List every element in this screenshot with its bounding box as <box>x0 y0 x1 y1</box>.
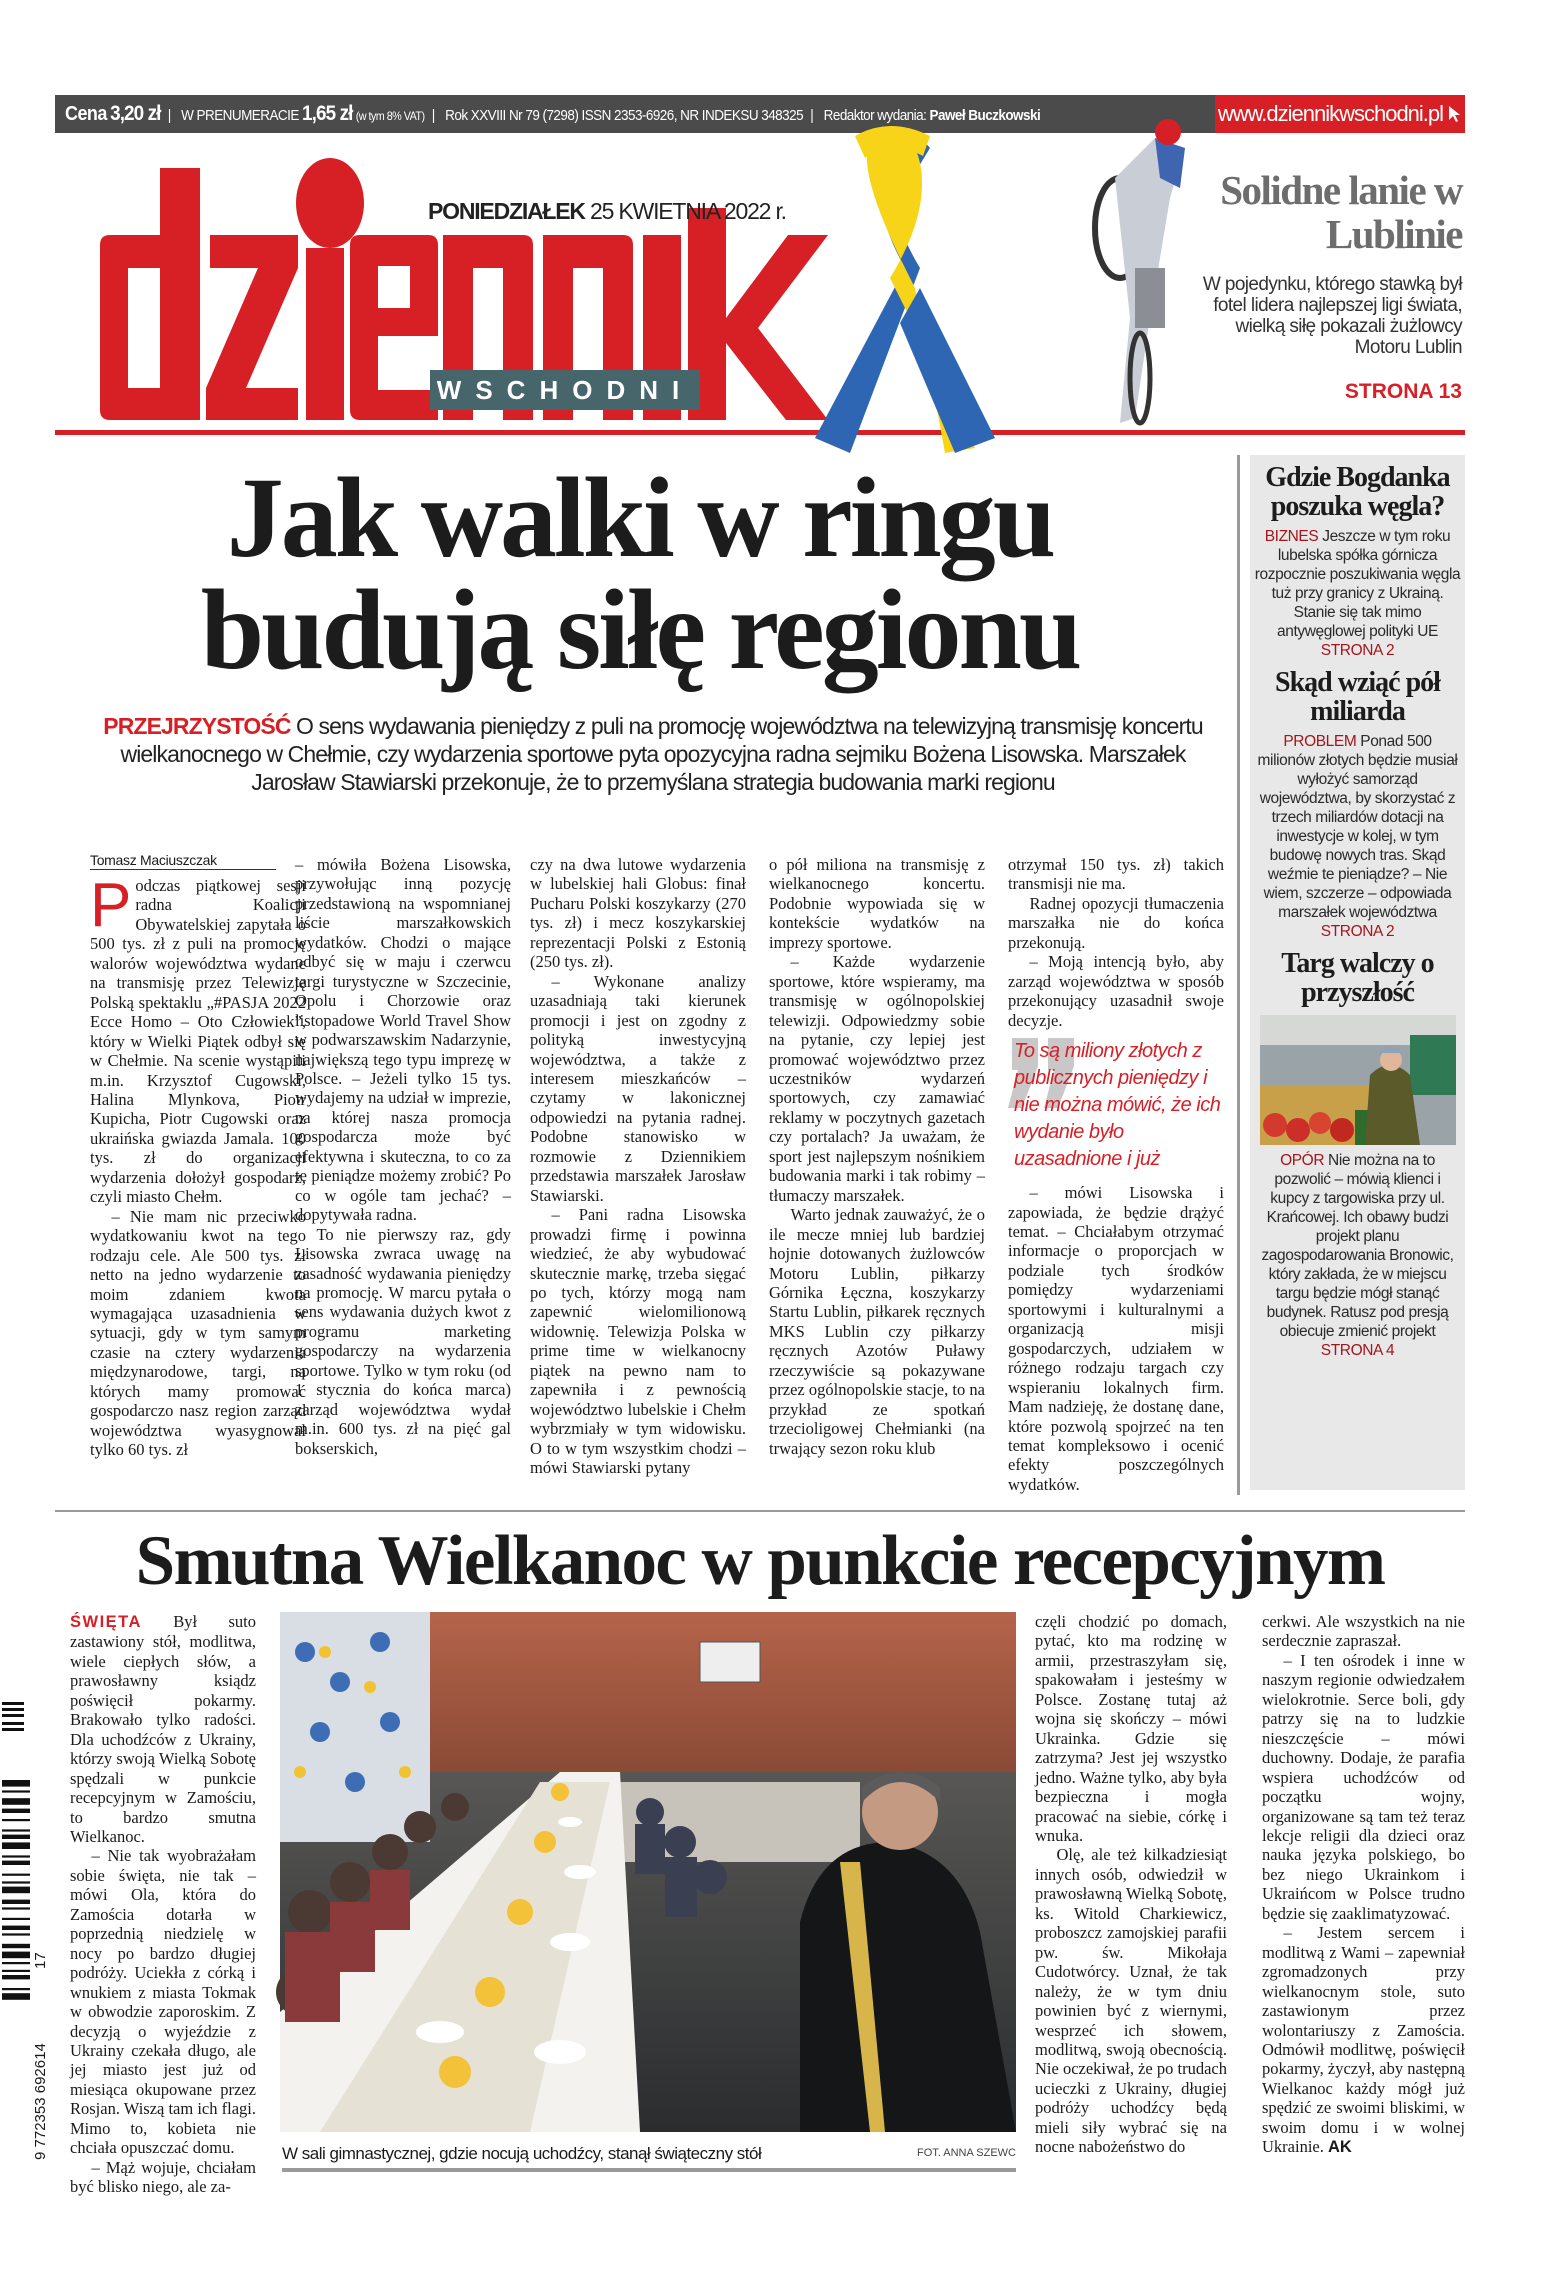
article-paragraph: otrzymał 150 tys. zł) takich transmisji nie ma. <box>1008 855 1224 894</box>
barcode-bar <box>2 1926 30 1930</box>
sidebar-teaser[interactable] <box>1250 455 1465 660</box>
article-column-3 <box>530 855 746 1497</box>
barcode-addon-bar <box>2 1714 24 1717</box>
article-paragraph: czy na dwa lutowe wydarzenia w lubelskiej hali Globus: finał Pucharu Polski koszykarzy (270 tys. zł) i mecz koszykarskiej reprezentacji Polski z Estonią (250 tys. zł). <box>530 855 746 972</box>
barcode-bar <box>2 1887 30 1894</box>
issue-date <box>428 198 786 225</box>
barcode-bar <box>2 1944 30 1948</box>
barcode-bar <box>2 1842 30 1849</box>
barcode-bar <box>2 1970 30 1972</box>
barcode-number <box>32 1720 48 2160</box>
editor-label: Redaktor wydania: <box>823 107 927 124</box>
barcode-addon-bar <box>2 1722 24 1725</box>
article-paragraph: – Mąż wojuje, chciałam być blisko niego, ale za- <box>70 2157 256 2197</box>
sidebar-kicker: OPÓR <box>1280 1152 1325 1169</box>
logo-subtitle: WSCHODNI <box>430 370 700 410</box>
editor-name: Paweł Buczkowski <box>929 107 1041 124</box>
pull-quote <box>1008 1038 1224 1173</box>
article-paragraph: Radnej opozycji tłumaczenia marszałka nie do końca przekonują. <box>1008 893 1224 952</box>
sidebar-page-ref[interactable]: STRONA 4 <box>1320 1342 1395 1359</box>
barcode-bar <box>2 1907 30 1909</box>
sidebar-text: Jeszcze w tym roku lubelska spółka górnicza rozpocznie poszukiwania węgla tuż przy granicy z Ukrainą. Stanie się tak mimo antywęglowej polityki UE <box>1254 528 1461 640</box>
website-url[interactable]: www.dziennikwschodni.pl <box>1217 101 1444 126</box>
author-signature: AK <box>1327 2138 1352 2157</box>
barcode-bar <box>2 1780 30 1787</box>
lead-paragraph <box>88 712 1218 796</box>
byline: Tomasz Maciuszczak <box>90 852 276 870</box>
website-link[interactable] <box>1215 95 1465 133</box>
price: 3,20 zł <box>110 102 161 125</box>
photo-credit: FOT. ANNA SZEWC <box>916 2147 1016 2159</box>
article-paragraph <box>70 1612 256 1846</box>
barcode-digits: 9 772353 692614 <box>32 2043 49 2160</box>
barcode-bar <box>2 1798 30 1805</box>
sidebar-kicker: PROBLEM <box>1283 733 1357 750</box>
headline-line-1: Jak walki w ringu <box>226 454 1054 581</box>
article-paragraph: – mówi Lisowska i zapowiada, że będzie drążyć temat. – Chciałabym otrzymać informacje o proporcjach w podziale tych środków pomiędzy wydarzeniami sportowymi i kulturalnymi a organizacją misji gospodarczych, udziałem w różnego rodzaju targach czy wspieraniu lokalnych firm. Mam nadzieję, że dostanę dane, które pozwolą spojrzeć na ten temat kompleksowo i ocenić efekty poszczególnych wydatków. <box>1008 1183 1224 1494</box>
article-column-2 <box>295 855 511 1497</box>
article-paragraph: – Pani radna Lisowska prowadzi firmę i powinna wiedzieć, że aby wybudować skutecznie markę, trzeba sięgać po tych, którzy mogą nam zapewnić wielomilionową widownię. Telewizja Polska w prime time w wielkanocny piątek na pewno nam to zapewniła i z pewnością województwo lubelskie i Chełm wybrzmiały w tym widowisku. O to w tym wszystkim chodzi – mówi Stawiarski pytany <box>530 1205 746 1478</box>
barcode-bar <box>2 1819 30 1821</box>
sidebar-page-ref[interactable]: STRONA 2 <box>1320 642 1395 659</box>
paragraph-text: odczas piątkowej sesji radna Koalicji Obywatelskiej zapytała o 500 tys. zł z puli na promocję walorów województwa wydane na transmisję przez Telewizję Polską spektaklu „#PASJA 2022 Ecce Homo – Oto Człowiek”, który w Wielki Piątek odbył się w Chełmie. Na scenie wystąpili m.in. Krzysztof Cugowski, Halina Mlynkova, Piotr Kupicha, Piotr Cugowski oraz ukraińska gwiazda Jamala. 100 tys. zł do organizacji wydarzenia dołożył gospodarz, czyli miasto Chełm. <box>90 876 306 1207</box>
sport-teaser[interactable] <box>1180 168 1462 404</box>
barcode-bar <box>2 1861 30 1865</box>
story2-column-2 <box>1035 1612 1227 2172</box>
barcode-bar <box>2 1881 30 1883</box>
vat-note: (w tym 8% VAT) <box>355 109 425 123</box>
article-paragraph <box>1262 1923 1465 2157</box>
barcode-bar <box>2 1809 30 1813</box>
subscription-label: W PRENUMERACIE <box>181 107 299 124</box>
price-label: Cena <box>65 103 107 125</box>
story2-column-3 <box>1262 1612 1465 2172</box>
article-paragraph: To nie pierwszy raz, gdy Lisowska zwraca uwagę na zasadność wydawania pieniędzy na promocję. W marcu pytała o sens wydawania dużych kwot z programu marketing gospodarczy na wydarzenia sportowe. Tylko w tym roku (od 1 stycznia do końca marca) zarząd województwa wydał m.in. 600 tys. zł na pięć gal bokserskich, <box>295 1224 511 1458</box>
lead-text: O sens wydawania pieniędzy z puli na promocję województwa na telewizyjną transmisję koncertu wielkanocnego w Chełmie, czy wydarzenia sportowe pyta opozycyjna radna sejmiku Bożena Lisowska. Marszałek Jarosław Stawiarski przekonuje, że to przemyślana strategia budowania marki regionu <box>120 713 1203 795</box>
barcode-addon-bar <box>2 1702 24 1705</box>
date: 25 KWIETNIA 2022 r. <box>590 198 786 224</box>
drop-cap: P <box>90 871 132 940</box>
teaser-sidebar <box>1250 455 1465 1490</box>
barcode-bar <box>2 1900 30 1904</box>
barcode-bar <box>2 1952 30 1959</box>
cursor-icon <box>1448 105 1462 123</box>
weekday: PONIEDZIAŁEK <box>428 198 585 224</box>
article-paragraph: – I ten ośrodek i inne w naszym regionie odwiedzałem wielokrotnie. Serce boli, gdy patrzy się na to ludzkie nieszczęście – mówi duchowny. Dodaje, że parafia wspiera uchodźców od początku wojny, organizowane są tam też teraz lekcje religii dla dzieci oraz nauka języka polskiego, bo bez niego Ukrainkom i Ukraińcom w Polsce trudno będzie się zaaklimatyzować. <box>1262 1650 1465 1923</box>
market-photo <box>1260 1015 1456 1145</box>
article-paragraph: o pół miliona na transmisję z wielkanocnego koncertu. Podobnie wypowiada się w kontekście wydatków na imprezy sportowe. <box>769 855 985 952</box>
barcode-bar <box>2 1962 30 1964</box>
issue-info: Cena 3,20 zł | W PRENUMERACIE 1,65 zł (w tym 8% VAT) | Rok XXVIII Nr 79 (7298) ISSN 2353-6926, NR INDEKSU 348325 | Redaktor wydania: Paweł Buczkowski <box>65 102 1041 125</box>
sidebar-teaser[interactable] <box>1250 941 1465 1360</box>
teaser-text: W pojedynku, którego stawką był fotel lidera najlepszej ligi świata, wielką siłę pokazali żużlowcy Motoru Lublin <box>1202 274 1462 358</box>
sidebar-text: Ponad 500 milionów złotych będzie musiał wyłożyć samorząd województwa, by skorzystać z trzech miliardów dotacji na inwestycje w kolej, w tym budowę nowych tras. Skąd weźmie te pieniądze? – Nie wiem, szczerze – odpowiada marszałek województwa <box>1257 733 1458 921</box>
sidebar-page-ref[interactable]: STRONA 2 <box>1320 923 1395 940</box>
lead-kicker: PRZEJRZYSTOŚĆ <box>103 713 291 739</box>
barcode-bar <box>2 1855 30 1857</box>
barcode-bar <box>2 1988 30 1990</box>
barcode-bar <box>2 1790 30 1792</box>
sidebar-teaser-title[interactable]: Skąd wziąć pół miliarda <box>1275 667 1440 727</box>
article-paragraph: Warto jednak zauważyć, że o ile mecze mniej lub bardziej hojnie dotowanych żużlowców Motoru Lublin, piłkarzy Górnika Łęczna, koszykarzy Startu Lublin, piłkarek ręcznych MKS Lublin czy piłkarzy ręcznych Azotów Puławy rzeczywiście są pokazywane przez ogólnopolskie stacje, to na przykład ze spotkań trzecioligowej Chełmianki (na trwający sezon roku klub <box>769 1205 985 1458</box>
newspaper-logo[interactable] <box>98 118 838 448</box>
sidebar-kicker: BIZNES <box>1264 528 1319 545</box>
sidebar-teaser-title[interactable]: Targ walczy o przyszłość <box>1281 948 1434 1008</box>
masthead-rule <box>55 430 1465 435</box>
barcode-bar <box>2 1993 30 2000</box>
paragraph-text: Był suto zastawiony stół, modlitwa, wiele ciepłych słów, a prawosławny ksiądz poświęcił pokarmy. Brakowało tylko radości. Dla uchodźców z Ukrainy, którzy swoją Wielką Sobotę spędzali w punkcie recepcyjnym w Zamościu, to bardzo smutna Wielkanoc. <box>70 1612 256 1846</box>
story2-column-1 <box>70 1612 256 2197</box>
article-paragraph: – Nie tak wyobrażałam sobie święta, nie tak – mówi Ola, która do Zamościa dotarła w poprzednią niedzielę w nocy po bardzo długiej podróży. Uciekła z córką i wnukiem z miasta Tokmak w obwodzie zaporoskim. Z decyzją o wyjeździe z Ukrainy czekała długo, ale jej miasto jest już od miesiąca okupowane przez Rosjan. Wiszą tam ich flagi. Mimo to, kobieta nie chciała opuszczać domu. <box>70 1846 256 2158</box>
main-headline <box>60 454 1220 693</box>
ukraine-ribbon-icon <box>795 118 1020 458</box>
photo-caption: W sali gimnastycznej, gdzie nocują uchodźcy, stanął świąteczny stół <box>282 2144 762 2163</box>
teaser-page-ref[interactable]: STRONA 13 <box>1344 380 1462 403</box>
barcode-bar <box>2 1835 30 1839</box>
article-column-5 <box>1008 855 1224 1497</box>
article-column-1 <box>90 871 306 1496</box>
refugee-easter-table-photo <box>280 1612 1016 2132</box>
article-paragraph: częli chodzić po domach, pytać, kto ma rodzinę w armii, przestraszyłam się, spakowałam i jesteśmy w Polsce. Zostanę tutaj aż wojna się skończy – mówi Ukrainka. Gdzie się zatrzyma? Jest jej wszystko jedno. Ważne tylko, aby była bezpieczna i mogła pracować na siebie, córkę i wnuka. <box>1035 1612 1227 1845</box>
barcode-bar <box>2 1975 30 1979</box>
barcode-bar <box>2 1874 30 1876</box>
paragraph-text: – Jestem sercem i modlitwą z Wami – zapewniał zgromadzonych przy wielkanocnym stole, suto zastawionym przez wolontariuszy z Zamościa. Odmówił modlitwę, poświęcił pokarmy, życzył, aby następną Wielkanoc każdy mógł już spędzić ze swoimi bliskimi, w swoim domu i w wolnej Ukrainie. <box>1262 1923 1465 2157</box>
teaser-title[interactable]: Solidne lanie w Lublinie <box>1220 167 1462 257</box>
sidebar-text: Nie można na to pozwolić – mówią klienci i kupcy z targowiska przy ul. Krańcowej. Ich obawy budzi projekt planu zagospodarowania Bronowic, który zakłada, że w miejscu targu będzie mógł stanąć budynek. Ratusz pod presją obiecuje zmienić projekt <box>1261 1152 1454 1340</box>
article-paragraph: – mówiła Bożena Lisowska, przywołując inną pozycję przedstawioną na wspomnianej liście marszałkowskich wydatków. Chodzi o mające odbyć się w maju i czerwcu targi turystyczne w Szczecinie, Opolu i Chorzowie oraz listopadowe World Travel Show w podwarszawskim Nadarzynie, największą tego typu imprezę w Polsce. – Jeżeli tylko 15 tys. wydajemy na udział w imprezie, na której nasza promocja gospodarcza może być efektywna i skuteczna, to co za te pieniądze możemy zrobić? Po co w ogóle tam jechać? – dopytywała radna. <box>295 855 511 1225</box>
barcode-bar <box>2 1918 30 1920</box>
barcode-addon-bar <box>2 1708 24 1711</box>
article-paragraph: – Wykonane analizy uzasadniają taki kierunek promocji i jest on zgodny z polityką inwestycyjną województwa, a także z interesem mieszkańców – czytamy w lakonicznej odpowiedzi na pytania radnej. Podobne stanowisko w rozmowie z Dziennikiem przedstawia marszałek Jarosław Stawiarski. <box>530 971 746 1205</box>
barcode-addon-bar <box>2 1728 24 1731</box>
pull-quote-text: To są miliony złotych z publicznych pieniędzy i nie można mówić, że ich wydanie było uzasadnione i już <box>1014 1040 1221 1171</box>
barcode-bar <box>2 1933 30 1935</box>
article-paragraph: Olę, ale też kilkadziesiąt innych osób, odwiedził w prawosławną Wielką Sobotę, ks. Witold Charkiewicz, proboszcz zamojskiej parafii pw. św. Mikołaja Cudotwórcy. Uznał, że tak należy, że w tym dniu powinien być z wiernymi, wesprzeć ich słowem, modlitwą, swoją obecnością. Nie oczekiwał, że po trudach ucieczki z Ukrainy, długiej podróży uchodźcy będą mieli siły wybrać się na nocne nabożeństwo do <box>1035 1845 1227 2157</box>
photo-caption-bar <box>282 2144 1016 2172</box>
second-headline: Smutna Wielkanoc w punkcie recepcyjnym <box>135 1522 1385 1600</box>
article-paragraph: – Każde wydarzenie sportowe, które wspieramy, ma transmisję w ogólnopolskiej telewizji. Odpowiedzmy sobie na pytanie, czy lepiej jest promować województwo przez uczestników wydarzeń sportowych, czy zamawiać reklamy w poczytnych gazetach czy portalach? Ja uważam, że sport jest najlepszym nośnikiem budowania marki i tak robimy – tłumaczy marszałek. <box>769 952 985 1205</box>
section-divider <box>55 1510 1465 1512</box>
article-paragraph: cerkwi. Ale wszystkich na nie serdecznie zapraszał. <box>1262 1612 1465 1651</box>
story2-kicker: ŚWIĘTA <box>70 1613 142 1631</box>
barcode-bar <box>2 1829 30 1831</box>
barcode-addon: 17 <box>32 1952 49 1970</box>
issue-number: Rok XXVIII Nr 79 (7298) ISSN 2353-6926, NR INDEKSU 348325 <box>445 107 804 124</box>
headline-line-2: budują siłę regionu <box>200 566 1080 693</box>
column-divider <box>1237 455 1240 1495</box>
sidebar-teaser[interactable] <box>1250 660 1465 941</box>
article-paragraph: – Moją intencją było, aby zarząd województwa w sposób przekonujący uzasadnił swoje decyzje. <box>1008 952 1224 1030</box>
subscription-price: 1,65 zł <box>302 102 353 125</box>
article-paragraph: – Nie mam nic przeciwko wydatkowaniu kwot na tego rodzaju cele. Ale 500 tys. zł netto na jedno wydarzenie to moim zdaniem kwota wymagająca uzasadnienia w sytuacji, gdy w tym samym czasie na cztery wydarzenia międzynarodowe, targi, na których mamy promować gospodarczo nasz region zarząd województwa wyasygnował tylko 60 tys. zł <box>90 1206 306 1460</box>
article-column-4 <box>769 855 985 1497</box>
sidebar-teaser-title[interactable]: Gdzie Bogdanka poszuka węgla? <box>1265 462 1450 522</box>
article-paragraph <box>90 871 306 1207</box>
